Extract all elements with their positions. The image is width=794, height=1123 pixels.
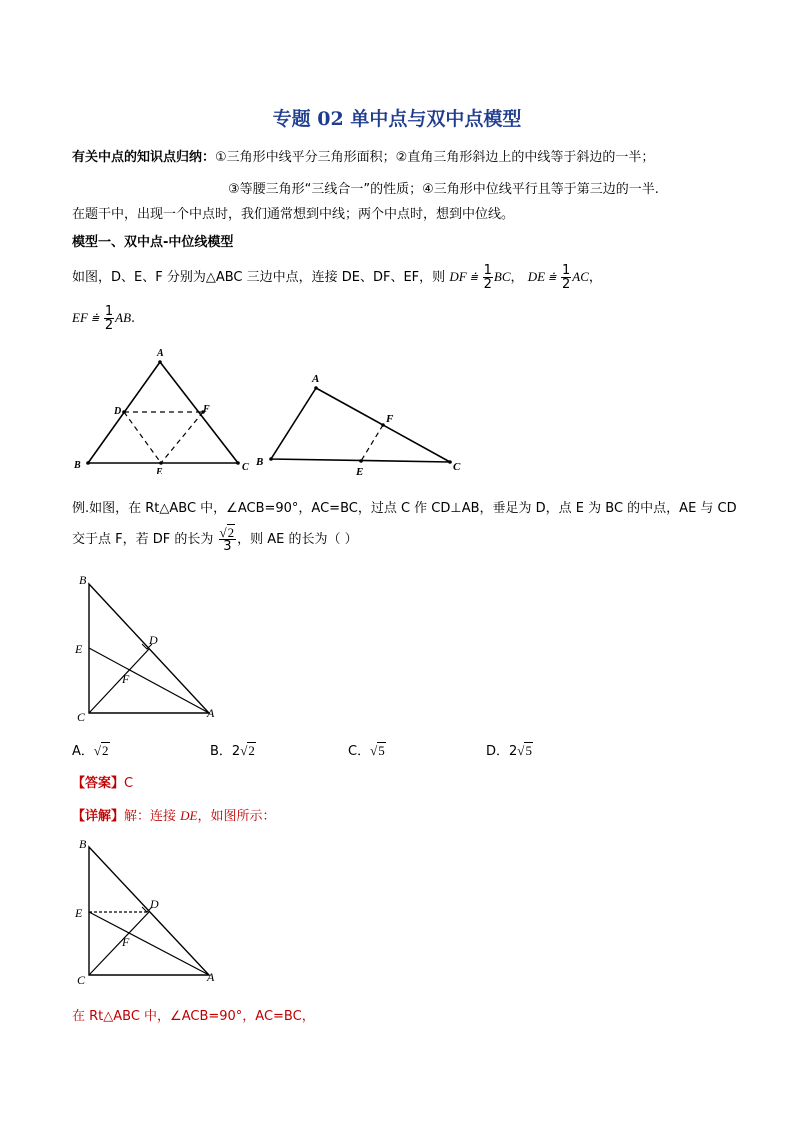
intro-line2: ③等腰三角形“三线合一”的性质；④三角形中位线平行且等于第三边的一半. bbox=[228, 182, 659, 197]
label-a: A bbox=[157, 348, 164, 359]
label-e: E bbox=[156, 467, 163, 474]
expr1-rhs: BC bbox=[493, 269, 511, 284]
df-fraction: $\frac{√2}{3}$ bbox=[219, 525, 235, 554]
label-b: B bbox=[79, 837, 87, 851]
figure-midpoint-triangle bbox=[60, 344, 260, 474]
label-f: F bbox=[386, 413, 394, 425]
label-f: F bbox=[122, 935, 130, 949]
label-f: F bbox=[122, 672, 130, 686]
label-f: F bbox=[203, 404, 210, 415]
label-c: C bbox=[453, 461, 461, 473]
label-e: E bbox=[356, 466, 364, 478]
label-b: B bbox=[256, 456, 264, 468]
label-b: B bbox=[79, 573, 87, 587]
label-a: A bbox=[312, 373, 320, 385]
label-a: A bbox=[207, 706, 215, 720]
intro-block bbox=[72, 146, 654, 165]
example-line1: 例.如图，在 Rt△ABC 中，∠ACB=90°，AC=BC，过点 C 作 CD⊥AB，垂足为 D，点 E 为 BC 的中点，AE 与 CD bbox=[72, 501, 737, 516]
detail-line: 【详解】解：连接 DE，如图所示： bbox=[72, 808, 276, 824]
half-fraction: $\frac{1}{2}$ bbox=[104, 304, 114, 333]
label-d: D bbox=[149, 633, 158, 647]
label-a: A bbox=[207, 970, 215, 984]
answer-line bbox=[72, 772, 133, 791]
page-title: 专题 02 单中点与双中点模型 bbox=[272, 108, 522, 130]
detail-tag: 【详解】 bbox=[72, 809, 125, 824]
expr1-lhs: DF ⩧ bbox=[449, 269, 478, 284]
model1-statement-2: EF ⩧ $\frac{1}{2}$ AB. bbox=[72, 304, 136, 333]
label-c: C bbox=[242, 462, 249, 473]
half-fraction: $\frac{1}{2}$ bbox=[483, 263, 492, 292]
expr3-rhs: AB bbox=[115, 310, 132, 325]
option-c[interactable]: C．√5 bbox=[348, 743, 385, 759]
expr3-lhs: EF ⩧ bbox=[72, 310, 99, 325]
label-d: D bbox=[150, 897, 159, 911]
option-d[interactable]: D．2√5 bbox=[486, 743, 532, 759]
intro-line3: 在题干中，出现一个中点时，我们通常想到中线；两个中点时，想到中位线。 bbox=[72, 207, 515, 222]
solution-line1: 在 Rt△ABC 中，∠ACB=90°，AC=BC， bbox=[72, 1009, 315, 1024]
label-b: B bbox=[74, 460, 81, 471]
figure-solution bbox=[66, 832, 236, 992]
option-a[interactable]: A．√2 bbox=[72, 743, 109, 759]
example-line2: 交于点 F，若 DF 的长为 $\frac{√2}{3}$ ，则 AE 的长为（ ） bbox=[72, 525, 358, 554]
intro-line1: ①三角形中线平分三角形面积；②直角三角形斜边上的中线等于斜边的一半； bbox=[215, 150, 655, 165]
label-d: D bbox=[114, 406, 122, 417]
label-e: E bbox=[75, 642, 83, 656]
model1-text: 如图，D、E、F 分别为△ABC 三边中点，连接 DE、DF、EF，则 bbox=[72, 270, 446, 285]
expr2-rhs: AC bbox=[572, 269, 589, 284]
expr2-lhs: DE ⩧ bbox=[527, 269, 556, 284]
figure-midline-triangle bbox=[250, 368, 470, 478]
model1-heading: 模型一、双中点-中位线模型 bbox=[72, 235, 234, 250]
answer-tag: 【答案】 bbox=[72, 776, 125, 791]
label-c: C bbox=[77, 973, 86, 987]
answer-value: C bbox=[124, 776, 134, 791]
model1-statement: 如图，D、E、F 分别为△ABC 三边中点，连接 DE、DF、EF，则 DF ⩧ $\frac{1}{2}$ BC， DE ⩧ $\frac{1}{2}$ AC， bbox=[72, 263, 602, 292]
label-c: C bbox=[77, 710, 86, 724]
figure-example bbox=[66, 566, 236, 726]
option-b[interactable]: B．2√2 bbox=[210, 743, 255, 759]
intro-heading: 有关中点的知识点归纳： bbox=[72, 150, 216, 165]
half-fraction: $\frac{1}{2}$ bbox=[562, 263, 571, 292]
label-e: E bbox=[75, 906, 83, 920]
